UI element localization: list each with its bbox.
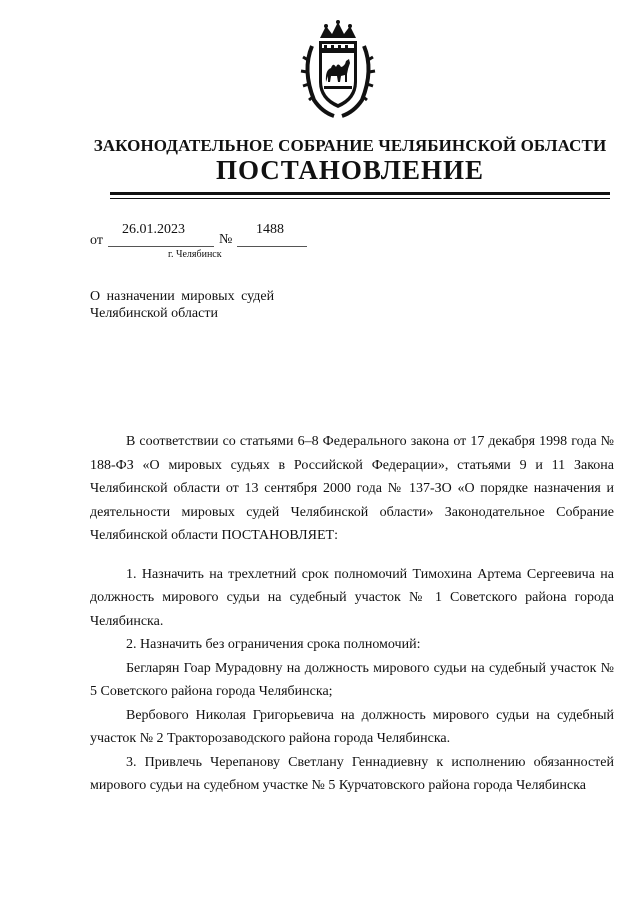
number-sign: № [219, 232, 233, 247]
clause-1-paragraph: 1. Назначить на трехлетний срок полномочий Тимохина Артема Сергеевича на должность мирового судьи на судебный участок № 1 Советского района города Челябинска. [90, 566, 614, 629]
preamble-paragraph: В соответствии со статьями 6–8 Федерального закона от 17 декабря 1998 года № 188-ФЗ «О мировых судьях в Российской Федерации», статьями 9 и 11 Закона Челябинской области от 13 сентября 2000 года № 137-ЗО «О порядке назначения и деятельности мировых судей Челябинской области» Законодательное Собрание Челябинской области ПОСТАНОВЛЯЕТ: [90, 434, 614, 543]
city-label: г. Челябинск [168, 249, 222, 260]
subject-line-2: Челябинской области [90, 306, 218, 321]
number-underline [237, 246, 307, 247]
header-divider-thick [110, 192, 610, 195]
document-number: 1488 [256, 222, 284, 237]
clause-2-paragraph: 2. Назначить без ограничения срока полномочий: [126, 637, 421, 652]
document-subject [90, 288, 320, 322]
subject-line-1: О назначении мировых судей [90, 289, 275, 304]
document-date: 26.01.2023 [122, 222, 185, 237]
clause-2-item-2: Вербового Николая Григорьевича на должность мирового судьи на судебный участок № 2 Тракторозаводского района города Челябинска. [90, 707, 614, 746]
clause-2-item-1: Бегларян Гоар Мурадовну на должность мирового судьи на судебный участок № 5 Советского района города Челябинска; [90, 660, 614, 699]
clause-3-paragraph: 3. Привлечь Черепанову Светлану Геннадиевну к исполнению обязанностей мирового судьи на судебном участке № 5 Курчатовского района города Челябинска [90, 754, 614, 793]
date-prefix: от [90, 233, 103, 248]
document-type-heading: ПОСТАНОВЛЕНИЕ [215, 155, 485, 185]
chelyabinsk-coat-of-arms-icon [298, 20, 378, 120]
document-body [90, 430, 614, 798]
date-underline [108, 246, 214, 247]
organization-title: ЗАКОНОДАТЕЛЬНОЕ СОБРАНИЕ ЧЕЛЯБИНСКОЙ ОБЛАСТИ [93, 136, 607, 155]
header-divider-thin [110, 198, 610, 199]
